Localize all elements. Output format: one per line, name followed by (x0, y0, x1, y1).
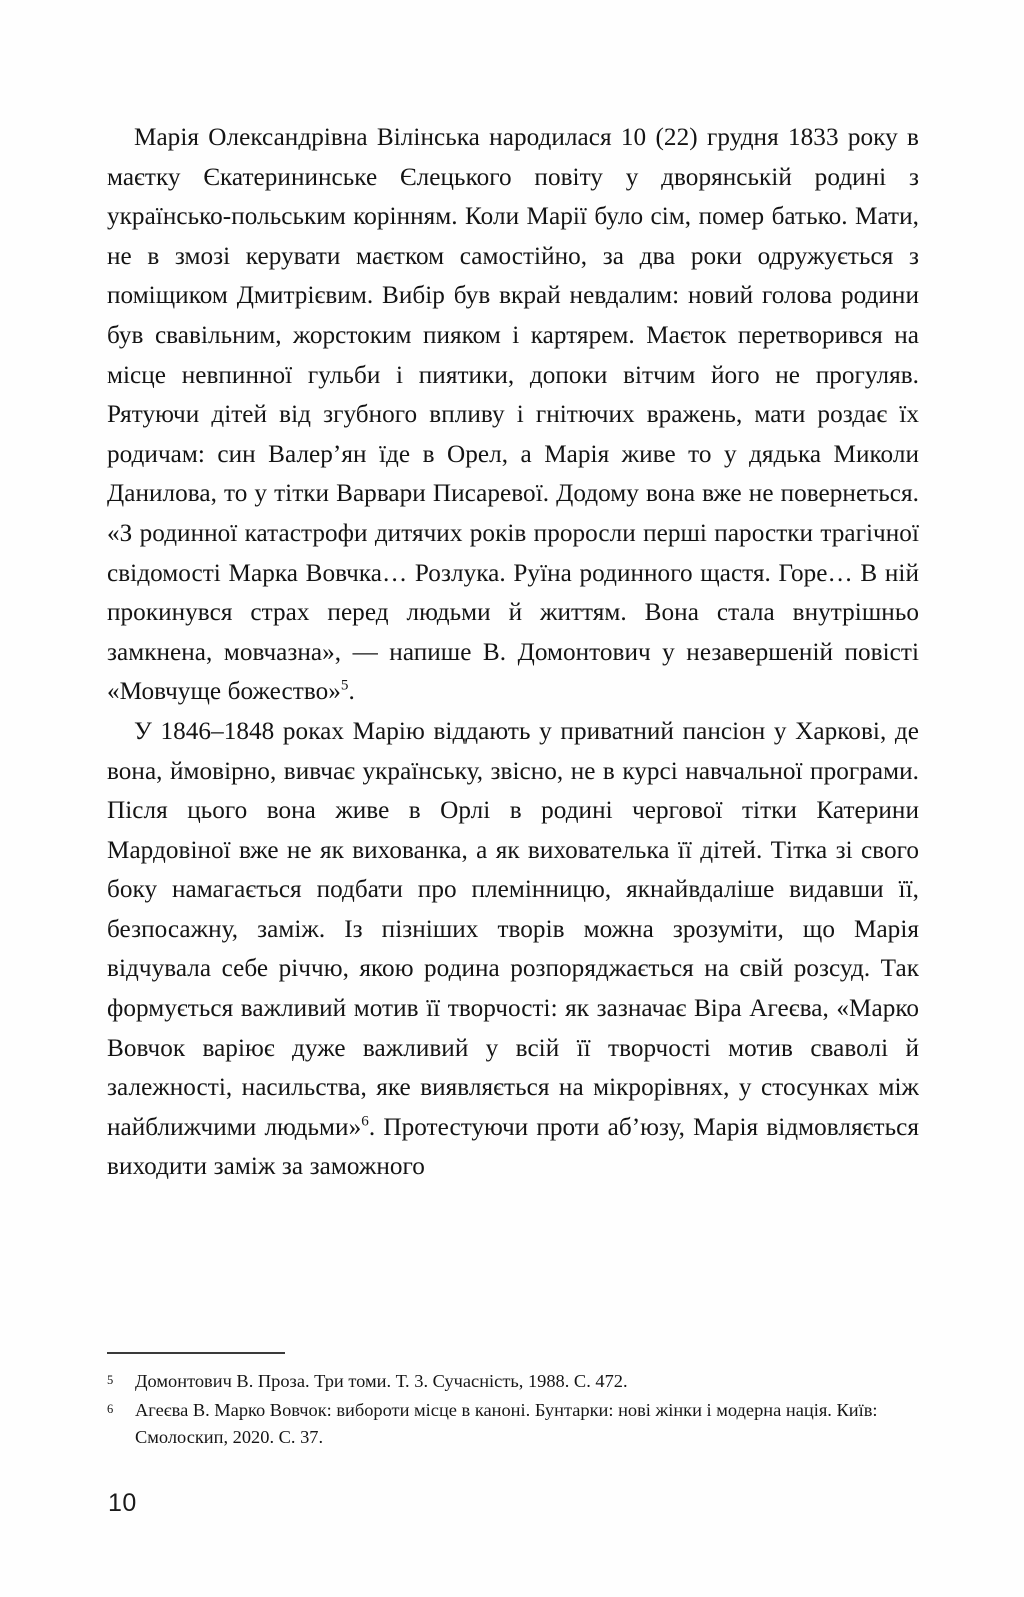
footnote-ref-6[interactable]: 6 (361, 1113, 369, 1130)
footnote-text: Домонтович В. Проза. Три томи. Т. 3. Сучасність, 1988. С. 472. (135, 1371, 628, 1391)
paragraph-2-tail: . Протестуючи проти аб’юзу, Марія відмовляється виходити заміж за заможного (107, 1113, 919, 1181)
body-paragraph-1 (107, 118, 919, 712)
footnote-number: 6 (107, 1401, 114, 1416)
footnote-item (107, 1368, 919, 1396)
footnote-separator-rule (107, 1352, 285, 1354)
footnote-item (107, 1397, 919, 1452)
main-text-block (107, 118, 919, 1187)
footnote-ref-5[interactable]: 5 (340, 677, 349, 694)
paragraph-1-text: Марія Олександрівна Вілінська народилася 10 (22) грудня 1833 року в маєтку Єкатерининське Єлецького повіту у дворянській родині з українсько-польським корінням. Коли Марії було сім, помер батько. Мати, не в змозі керувати маєтком самостійно, за два роки одружується з поміщиком Дмитрієвим. Вибір був вкрай невдалим: новий голова родини був свавільним, жорстоким пияком і картярем. Маєток перетворився на місце невпинної гульби і пиятики, допоки вітчим його не прогуляв. Рятуючи дітей від згубного впливу і гнітючих вражень, мати роздає їх родичам: син Валер’ян їде в Орел, а Марія живе то у дядька Миколи Данилова, то у тітки Варвари Писаревої. Додому вона вже не повернеться. «З родинної катастрофи дитячих років проросли перші паростки трагічної свідомості Марка Вовчка… Розлука. Руїна родинного щастя. Горе… В ній прокинувся страх перед людьми й життям. Вона стала внутрішньо замкнена, мовчазна», — напише В. Домонтович у незавершеній повісті «Мовчуще божество» (107, 124, 919, 706)
paragraph-1-tail: . (348, 678, 355, 706)
body-paragraph-2 (107, 712, 919, 1187)
page-number: 10 (108, 1489, 137, 1517)
footnote-text: Агеєва В. Марко Вовчок: вибороти місце в каноні. Бунтарки: нові жінки і модерна нація. Київ: Смолоскип, 2020. С. 37. (135, 1399, 878, 1447)
paragraph-2-text: У 1846–1848 роках Марію віддають у приватний пансіон у Харкові, де вона, ймовірно, вивчає українську, звісно, не в курсі навчальної програми. Після цього вона живе в Орлі в родині чергової тітки Катерини Мардовіної вже не як вихованка, а як вихователька її дітей. Тітка зі свого боку намагається подбати про племінницю, якнайвдаліше видавши її, безпосажну, заміж. Із пізніших творів можна зрозуміти, що Марія відчувала себе річчю, якою родина розпоряджається на свій розсуд. Так формується важливий мотив її творчості: як зазначає Віра Агеєва, «Марко Вовчок варіює дуже важливий у всій її творчості мотив сваволі й залежності, насильства, яке виявляється на мікрорівнях, у стосунках між найближчими людьми» (107, 717, 919, 1141)
footnote-section (107, 1352, 919, 1452)
footnote-number: 5 (107, 1373, 114, 1387)
